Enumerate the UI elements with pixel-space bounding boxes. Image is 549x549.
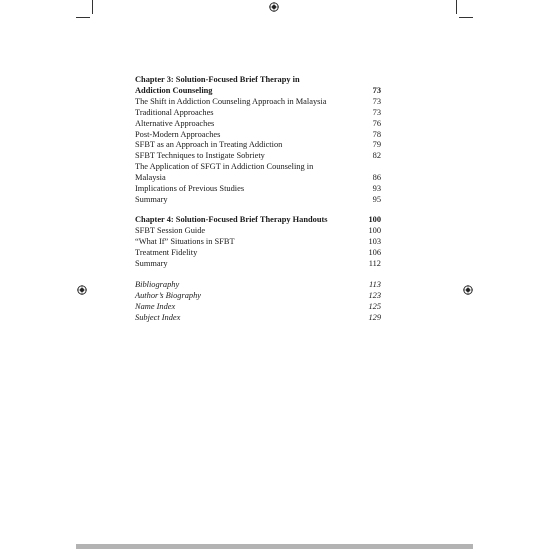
- back-matter-title: Subject Index: [135, 313, 181, 323]
- back-matter-entry: [135, 280, 381, 291]
- toc-entry-page: 103: [368, 236, 381, 246]
- toc-entry-page: 95: [372, 194, 381, 204]
- toc-entry-page: 76: [372, 118, 381, 128]
- chapter-4-title: Chapter 4: Solution-Focused Brief Therapy Handouts: [135, 214, 328, 224]
- toc-entry-page: 78: [372, 129, 381, 139]
- toc-entry: [135, 130, 381, 141]
- registration-target-icon: [269, 2, 279, 12]
- toc-entry-title-continued: Malaysia: [135, 173, 166, 183]
- chapter-3-heading-line-1: [135, 75, 381, 86]
- crop-mark-top-left-horizontal: [76, 17, 90, 18]
- toc-entry: [135, 259, 381, 270]
- registration-target-icon: [77, 285, 87, 295]
- back-matter-entry: [135, 313, 381, 324]
- chapter-3-title-continued: Addiction Counseling: [135, 85, 213, 95]
- toc-entry-title: Summary: [135, 258, 168, 268]
- toc-entry: [135, 226, 381, 237]
- toc-entry: [135, 119, 381, 130]
- back-matter-title: Bibliography: [135, 280, 180, 290]
- toc-entry-page: 93: [372, 184, 381, 194]
- toc-entry: [135, 151, 381, 162]
- toc-entry-title: Alternative Approaches: [135, 118, 215, 128]
- toc-entry-page: 106: [368, 247, 381, 257]
- chapter-3-title: Chapter 3: Solution-Focused Brief Therapy in: [135, 75, 300, 84]
- toc-entry: [135, 237, 381, 248]
- toc-entry-page: 73: [372, 107, 381, 117]
- toc-entry-page: 86: [372, 173, 381, 183]
- toc-entry-page: 82: [372, 151, 381, 161]
- back-matter-title: Name Index: [135, 302, 176, 312]
- crop-mark-top-left-vertical: [92, 0, 93, 14]
- back-matter-page: 123: [368, 291, 381, 301]
- toc-entry: [135, 195, 381, 206]
- toc-entry-page: 73: [372, 96, 381, 106]
- toc-entry-page: 112: [368, 258, 381, 268]
- toc-entry-wrapped-line-2: [135, 173, 381, 184]
- toc-entry-title: The Shift in Addiction Counseling Approach in Malaysia: [135, 96, 327, 106]
- toc-entry-title: Post-Modern Approaches: [135, 129, 221, 139]
- back-matter-entry: [135, 291, 381, 302]
- toc-entry-title: Treatment Fidelity: [135, 247, 198, 257]
- chapter-4-page: 100: [368, 214, 381, 224]
- toc-entry-title: The Application of SFGT in Addiction Counseling in: [135, 162, 314, 172]
- toc-entry-title: Summary: [135, 194, 168, 204]
- toc-entry-wrapped-line-1: [135, 162, 381, 173]
- toc-entry: [135, 97, 381, 108]
- back-matter-entry: [135, 302, 381, 313]
- chapter-4-heading: [135, 215, 381, 226]
- toc-entry: [135, 248, 381, 259]
- registration-target-icon: [463, 285, 473, 295]
- toc-entry: [135, 140, 381, 151]
- toc-entry: [135, 108, 381, 119]
- back-matter-title: Author’s Biography: [135, 291, 201, 301]
- toc-entry-title: SFBT as an Approach in Treating Addiction: [135, 140, 283, 150]
- toc-entry-page: 100: [368, 225, 381, 235]
- toc-entry-title: Implications of Previous Studies: [135, 184, 245, 194]
- bottom-gray-bar: [76, 544, 473, 549]
- back-matter-page: 113: [369, 280, 381, 290]
- toc-entry-title: SFBT Techniques to Instigate Sobriety: [135, 151, 265, 161]
- toc-entry-title: SFBT Session Guide: [135, 225, 206, 235]
- crop-mark-top-right-vertical: [456, 0, 457, 14]
- crop-mark-top-right-horizontal: [459, 17, 473, 18]
- back-matter-page: 125: [368, 302, 381, 312]
- toc-entry-title: “What If” Situations in SFBT: [135, 236, 235, 246]
- chapter-3-page: 73: [372, 85, 381, 95]
- table-of-contents: [135, 75, 381, 324]
- toc-entry-page: 79: [372, 140, 381, 150]
- chapter-3-heading-line-2: [135, 86, 381, 97]
- toc-entry: [135, 184, 381, 195]
- back-matter-page: 129: [368, 313, 381, 323]
- toc-entry-title: Traditional Approaches: [135, 107, 214, 117]
